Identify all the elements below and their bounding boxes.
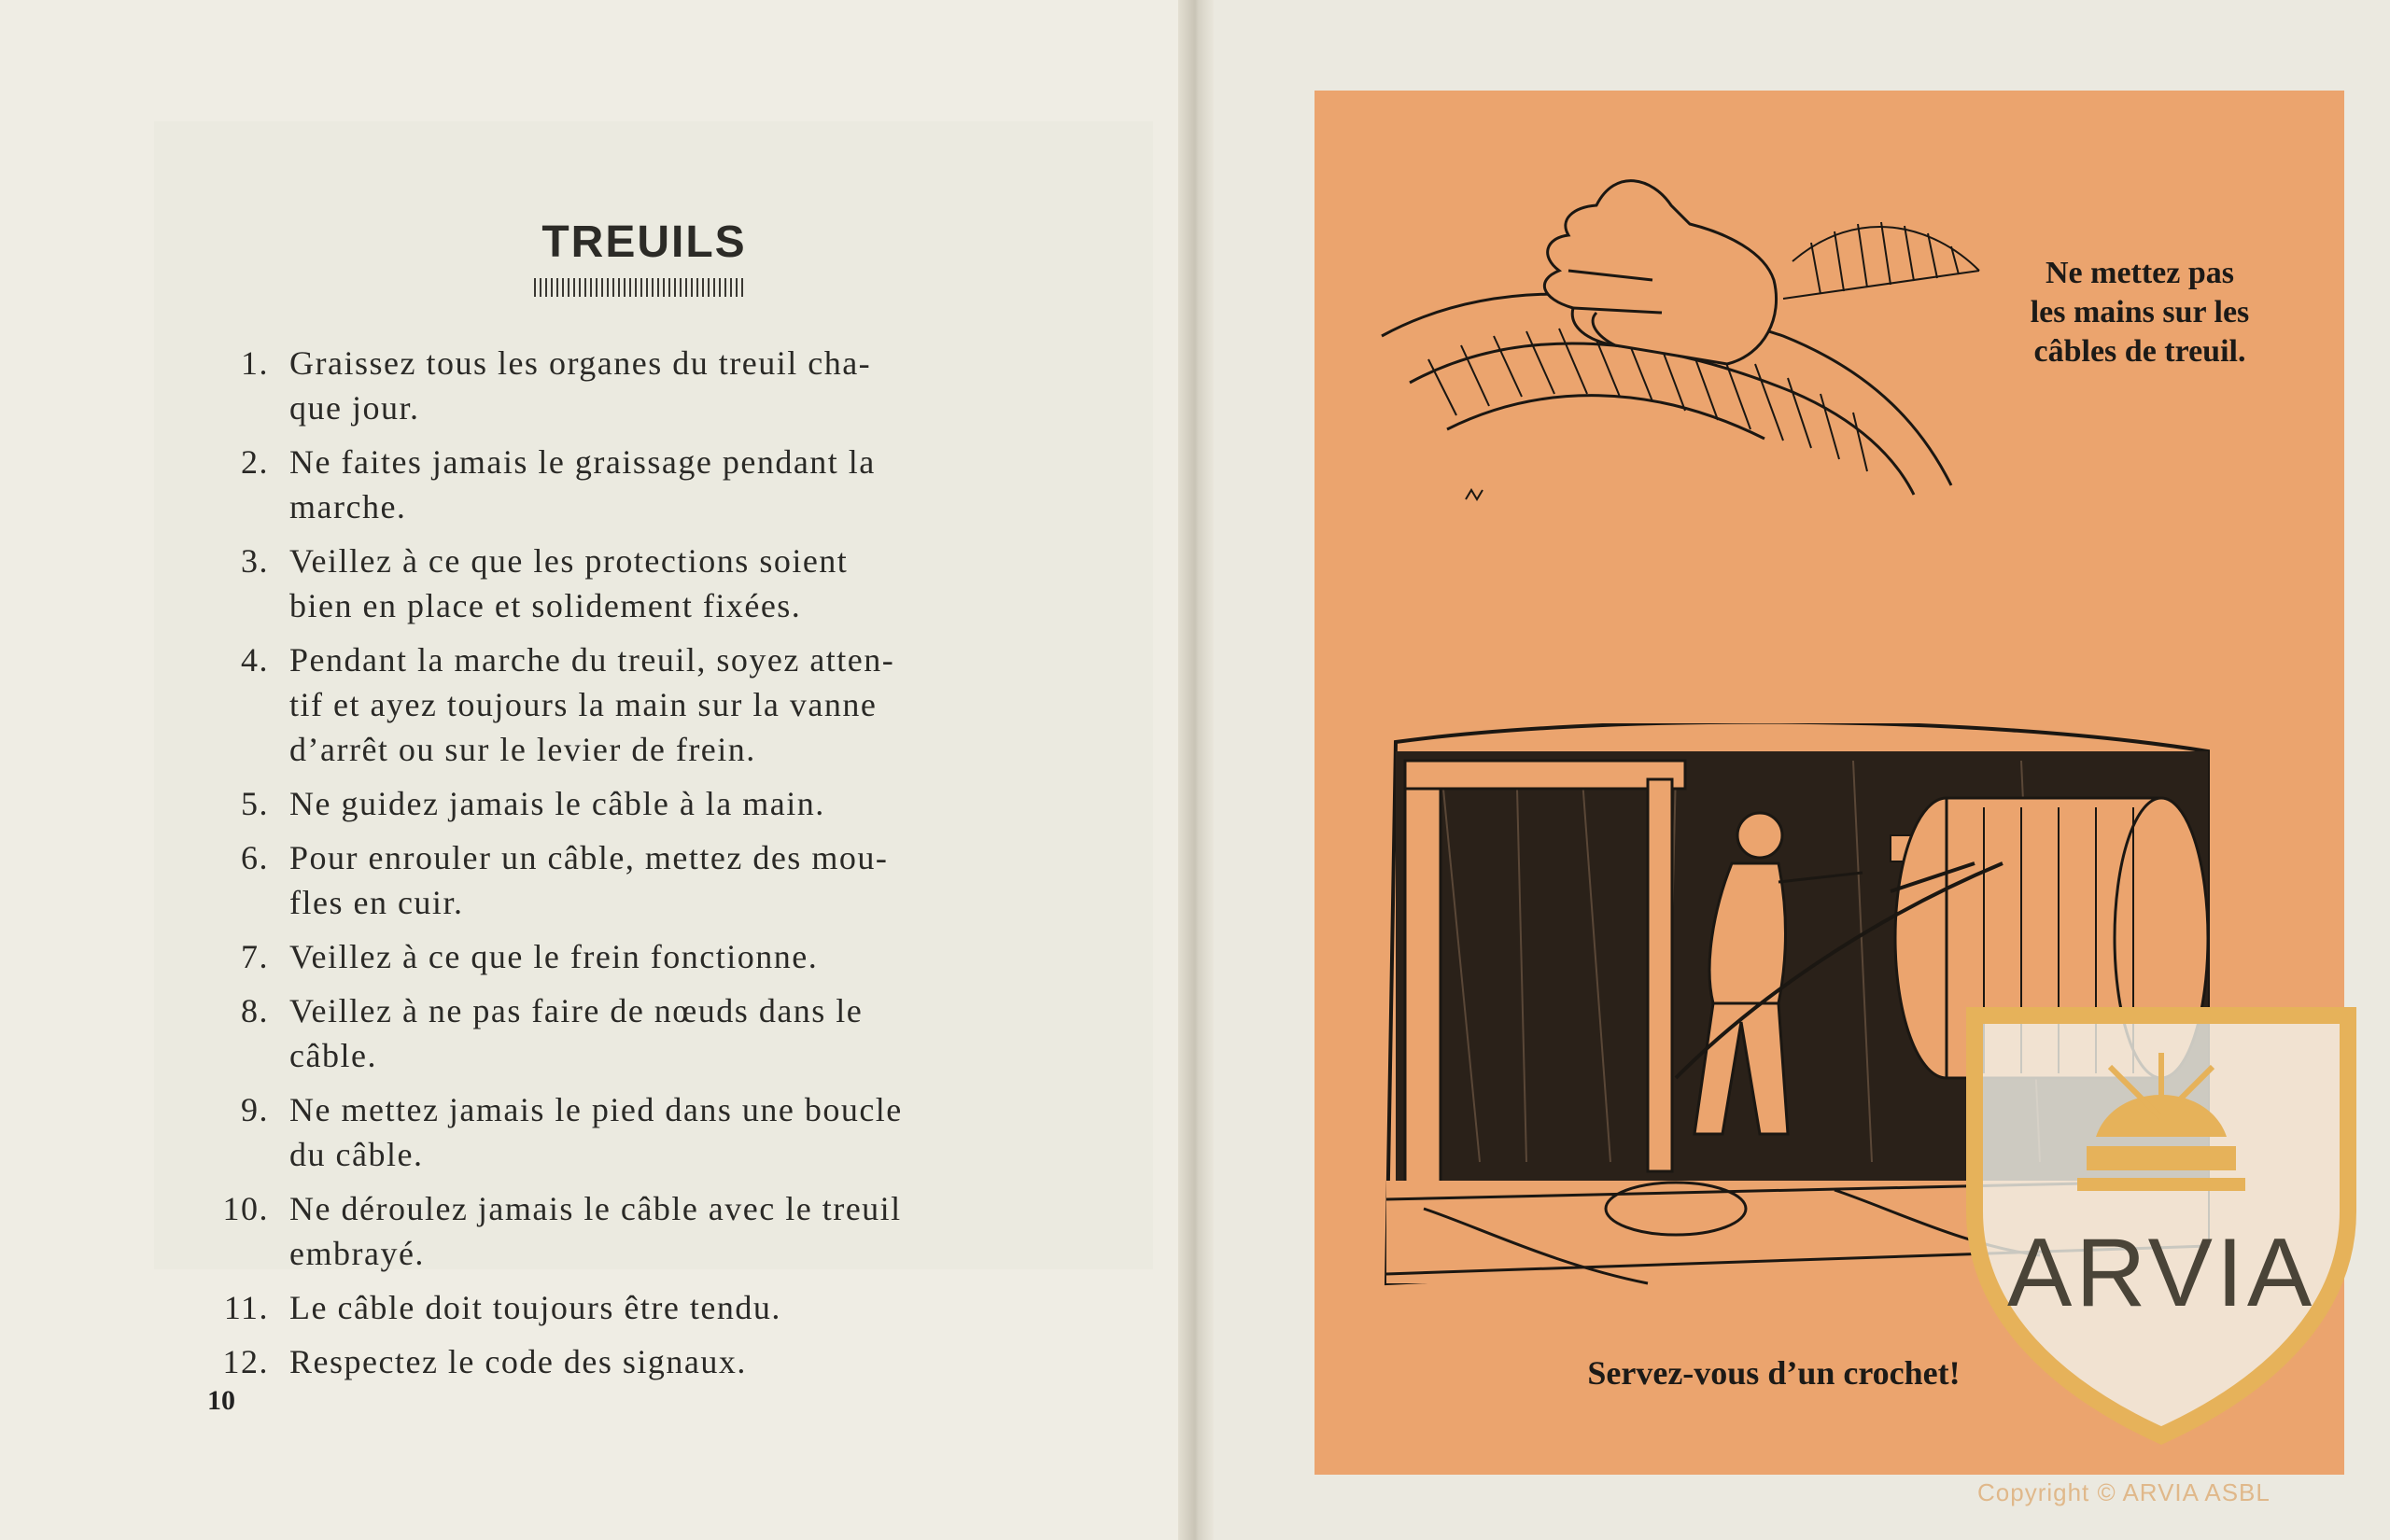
rule-number: 9. [241, 1091, 269, 1128]
caption-top: Ne mettez pas les mains sur les câbles de treuil. [2030, 256, 2250, 369]
rule-number: 6. [241, 839, 269, 876]
rule-number: 7. [241, 938, 269, 975]
rule-text: Respectez le code des signaux. [289, 1343, 747, 1380]
caption-bottom: Servez-vous d’un crochet! [1587, 1354, 1961, 1392]
page-title: TREUILS [541, 217, 747, 267]
rule-number: 12. [222, 1343, 269, 1380]
rule-text: Veillez à ce que le frein fonctionne. [289, 938, 819, 975]
rule-item [187, 1285, 1083, 1330]
page-number: 10 [207, 1385, 235, 1416]
rule-item [187, 781, 1083, 826]
rule-text: Ne faites jamais le graissage pendant la marche. [289, 443, 876, 525]
rule-text: Pour enrouler un câble, mettez des mou- fles en cuir. [289, 839, 889, 921]
rule-number: 8. [241, 992, 269, 1029]
rule-text: Ne guidez jamais le câble à la main. [289, 785, 825, 822]
rule-text: Veillez à ce que les protections soient bien en place et solidement fixées. [289, 542, 849, 624]
rule-text: Veillez à ne pas faire de nœuds dans le câble. [289, 992, 864, 1074]
rule-number: 4. [241, 641, 269, 679]
rule-number: 3. [241, 542, 269, 580]
rule-item [187, 1087, 1083, 1177]
rule-item [187, 835, 1083, 925]
rule-item [187, 539, 1083, 628]
rule-item [187, 934, 1083, 979]
rule-item [187, 1339, 1083, 1384]
rule-text: Le câble doit toujours être tendu. [289, 1289, 781, 1326]
rule-text: Ne déroulez jamais le câble avec le treuil embrayé. [289, 1190, 902, 1272]
rule-item [187, 341, 1083, 430]
hand-on-cable-illustration [1372, 149, 2007, 541]
title-underline [534, 278, 745, 297]
rule-item [187, 637, 1083, 772]
rule-number: 2. [241, 443, 269, 481]
arvia-watermark-shield [1947, 978, 2376, 1445]
book-gutter [1178, 0, 1216, 1540]
rule-number: 10. [222, 1190, 269, 1227]
copyright-notice: Copyright © ARVIA ASBL [1977, 1478, 2270, 1506]
rule-item [187, 1186, 1083, 1276]
rule-text: Pendant la marche du treuil, soyez atten- tif et ayez toujours la main sur la vanne d’arrêt ou sur le levier de frein. [289, 641, 895, 768]
rules-list [187, 341, 1083, 1393]
rule-number: 11. [223, 1289, 269, 1326]
rule-number: 1. [241, 344, 269, 382]
rule-item [187, 988, 1083, 1078]
left-page [0, 0, 1190, 1540]
rule-number: 5. [241, 785, 269, 822]
rule-text: Ne mettez jamais le pied dans une boucle du câble. [289, 1091, 903, 1173]
rule-item [187, 440, 1083, 529]
rule-text: Graissez tous les organes du treuil cha- que jour. [289, 344, 872, 427]
watermark-text: ARVIA [2007, 1219, 2316, 1327]
